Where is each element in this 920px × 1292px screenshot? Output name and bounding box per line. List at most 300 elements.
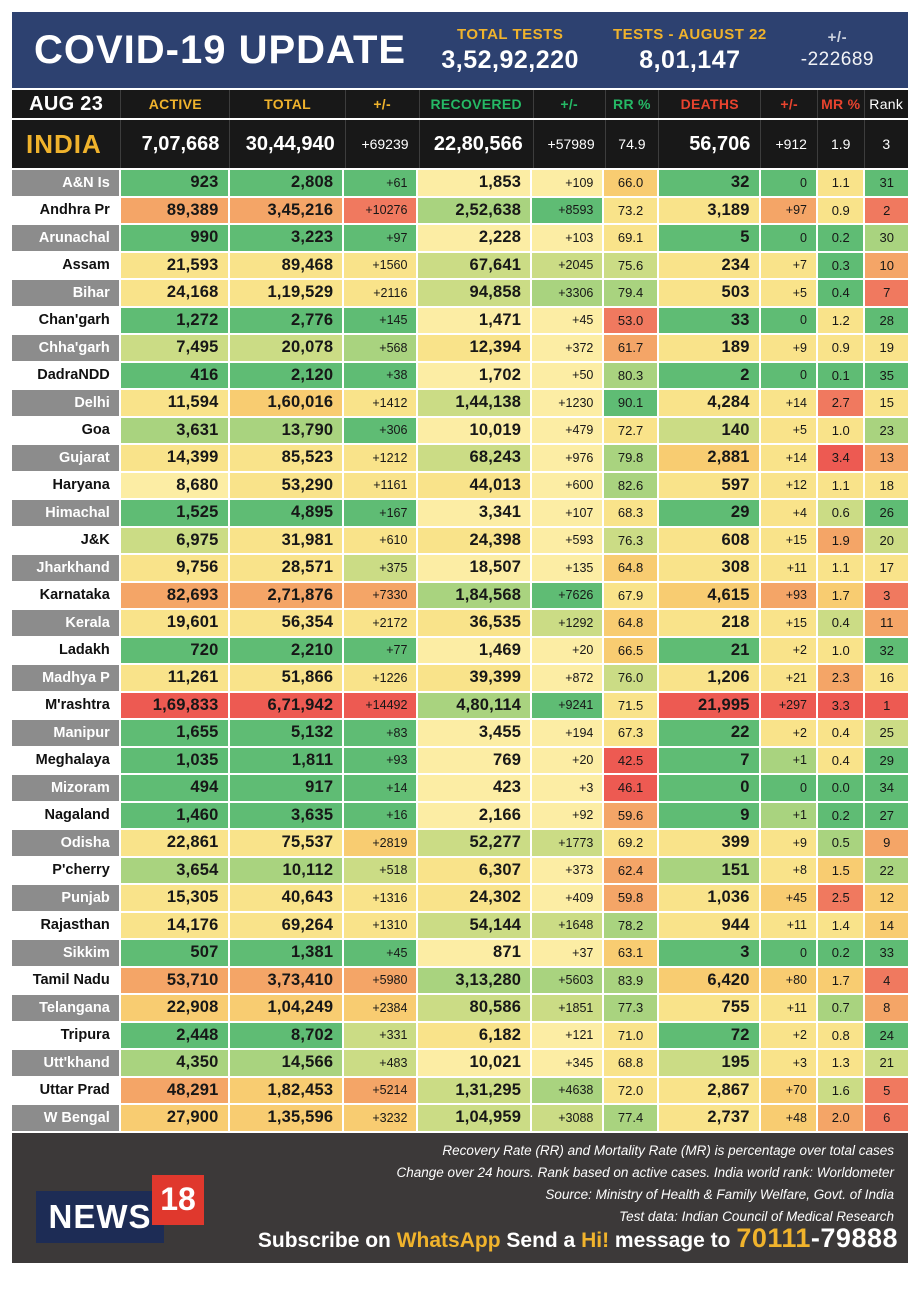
cell-recovered: 18,507 <box>418 555 530 581</box>
cell-total-change: +1161 <box>344 473 416 499</box>
cell-deaths-change: +12 <box>761 473 816 499</box>
cell-deaths-change: +8 <box>761 858 816 884</box>
cell-recovered-change: +1230 <box>532 390 602 416</box>
cell-total: 20,078 <box>230 335 343 361</box>
cell-deaths: 597 <box>659 473 759 499</box>
table-row-j-k <box>12 528 908 554</box>
table-row-andhra-pr <box>12 198 908 224</box>
column-header-active: ACTIVE <box>121 90 230 118</box>
cell-recovered: 1,31,295 <box>418 1078 530 1104</box>
cell-total: 14,566 <box>230 1050 343 1076</box>
state-label: J&K <box>12 528 119 554</box>
cell-recovered: 4,80,114 <box>418 693 530 719</box>
cell-mr: 3.4 <box>818 445 863 471</box>
cell-total-change: +14492 <box>344 693 416 719</box>
cell-total: 1,60,016 <box>230 390 343 416</box>
cell-mr: 1.0 <box>818 418 863 444</box>
cell-total-change: +97 <box>344 225 416 251</box>
cell-mr: 1.7 <box>818 968 863 994</box>
cell-recovered-change: +3 <box>532 775 602 801</box>
cell-total: 1,82,453 <box>230 1078 343 1104</box>
cell-active: 9,756 <box>121 555 228 581</box>
subscribe-prefix: Subscribe on <box>257 1228 397 1252</box>
cell-deaths-change: +45 <box>761 885 816 911</box>
whatsapp-label: WhatsApp <box>396 1228 501 1252</box>
cell-mr: 2.3 <box>818 665 863 691</box>
cell-mr: 1.7 <box>818 583 863 609</box>
cell-active: 3,654 <box>121 858 228 884</box>
cell-deaths-change: +15 <box>761 610 816 636</box>
cell-rr: 82.6 <box>604 473 656 499</box>
cell-deaths-change: +21 <box>761 665 816 691</box>
daily-tests-label: TESTS - AUGUST 22 <box>612 25 767 43</box>
cell-recovered-change: +92 <box>532 803 602 829</box>
column-header-deaths-change: +/- <box>761 90 818 118</box>
cell-recovered-change: +37 <box>532 940 602 966</box>
cell-recovered: 2,166 <box>418 803 530 829</box>
cell-mr: 2.7 <box>818 390 863 416</box>
table-row-nagaland <box>12 803 908 829</box>
cell-recovered: 6,307 <box>418 858 530 884</box>
table-row-madhya-p <box>12 665 908 691</box>
cell-rr: 68.3 <box>604 500 656 526</box>
cell-deaths-change: +4 <box>761 500 816 526</box>
cell-total-change: +375 <box>344 555 416 581</box>
cell-rank: 20 <box>865 528 908 554</box>
cell-rr: 59.6 <box>604 803 656 829</box>
cell-recovered: 2,228 <box>418 225 530 251</box>
cell-recovered: 1,44,138 <box>418 390 530 416</box>
cell-total: 1,04,249 <box>230 995 343 1021</box>
table-row-jharkhand <box>12 555 908 581</box>
cell-recovered: 24,398 <box>418 528 530 554</box>
cell-mr: 0.3 <box>818 253 863 279</box>
cell-recovered: 1,04,959 <box>418 1105 530 1131</box>
cell-rank: 28 <box>865 308 908 334</box>
cell-rank: 17 <box>865 555 908 581</box>
covid-infographic <box>12 12 908 1263</box>
table-row-kerala <box>12 610 908 636</box>
daily-tests-value: 8,01,147 <box>639 45 741 74</box>
state-label: Andhra Pr <box>12 198 119 224</box>
cell-recovered-change: +345 <box>532 1050 602 1076</box>
india-total-row <box>12 120 908 168</box>
cell-mr: 0.4 <box>818 610 863 636</box>
cell-total-change: +7330 <box>344 583 416 609</box>
cell-rank: 21 <box>865 1050 908 1076</box>
cell-deaths-change: +3 <box>761 1050 816 1076</box>
state-label: Kerala <box>12 610 119 636</box>
cell-recovered-change: +20 <box>532 638 602 664</box>
cell-rr: 71.0 <box>604 1023 656 1049</box>
cell-recovered: 44,013 <box>418 473 530 499</box>
cell-deaths: 308 <box>659 555 759 581</box>
india-label: INDIA <box>12 120 121 168</box>
total-tests-label: TOTAL TESTS <box>456 25 564 43</box>
cell-rr: 76.3 <box>604 528 656 554</box>
cell-mr: 1.0 <box>818 638 863 664</box>
cell-rr: 69.2 <box>604 830 656 856</box>
cell-recovered: 80,586 <box>418 995 530 1021</box>
cell-total: 10,112 <box>230 858 343 884</box>
cell-rr: 66.0 <box>604 170 656 196</box>
cell-total-change: +1412 <box>344 390 416 416</box>
cell-deaths: 2 <box>659 363 759 389</box>
cell-total: 2,210 <box>230 638 343 664</box>
cell-rr: 78.2 <box>604 913 656 939</box>
cell-recovered-change: +976 <box>532 445 602 471</box>
cell-recovered: 54,144 <box>418 913 530 939</box>
india-active: 7,07,668 <box>121 120 230 168</box>
cell-total: 6,71,942 <box>230 693 343 719</box>
cell-recovered-change: +5603 <box>532 968 602 994</box>
cell-mr: 0.1 <box>818 363 863 389</box>
cell-total-change: +2116 <box>344 280 416 306</box>
cell-active: 21,593 <box>121 253 228 279</box>
cell-rr: 66.5 <box>604 638 656 664</box>
state-label: P'cherry <box>12 858 119 884</box>
cell-mr: 0.7 <box>818 995 863 1021</box>
cell-total: 56,354 <box>230 610 343 636</box>
state-label: A&N Is <box>12 170 119 196</box>
india-rr: 74.9 <box>606 120 660 168</box>
cell-active: 990 <box>121 225 228 251</box>
cell-deaths: 33 <box>659 308 759 334</box>
cell-total-change: +306 <box>344 418 416 444</box>
table-row-sikkim <box>12 940 908 966</box>
column-header-mr: MR % <box>818 90 865 118</box>
cell-deaths-change: +15 <box>761 528 816 554</box>
cell-total: 89,468 <box>230 253 343 279</box>
cell-mr: 0.5 <box>818 830 863 856</box>
cell-rank: 7 <box>865 280 908 306</box>
cell-recovered: 12,394 <box>418 335 530 361</box>
cell-deaths-change: +5 <box>761 418 816 444</box>
cell-deaths-change: +9 <box>761 830 816 856</box>
cell-rr: 64.8 <box>604 610 656 636</box>
cell-rr: 76.0 <box>604 665 656 691</box>
cell-total: 75,537 <box>230 830 343 856</box>
cell-rr: 64.8 <box>604 555 656 581</box>
cell-recovered: 769 <box>418 748 530 774</box>
cell-rank: 32 <box>865 638 908 664</box>
table-row-manipur <box>12 720 908 746</box>
cell-recovered-change: +409 <box>532 885 602 911</box>
column-header-total-change: +/- <box>346 90 420 118</box>
cell-total-change: +2172 <box>344 610 416 636</box>
state-label: Manipur <box>12 720 119 746</box>
cell-active: 27,900 <box>121 1105 228 1131</box>
cell-recovered-change: +600 <box>532 473 602 499</box>
cell-mr: 0.0 <box>818 775 863 801</box>
cell-mr: 0.4 <box>818 748 863 774</box>
state-label: DadraNDD <box>12 363 119 389</box>
cell-deaths: 72 <box>659 1023 759 1049</box>
cell-total: 13,790 <box>230 418 343 444</box>
cell-rank: 35 <box>865 363 908 389</box>
header-banner <box>12 12 908 88</box>
table-row-telangana <box>12 995 908 1021</box>
cell-total: 917 <box>230 775 343 801</box>
table-row-meghalaya <box>12 748 908 774</box>
cell-active: 53,710 <box>121 968 228 994</box>
india-deaths-change: +912 <box>761 120 818 168</box>
state-label: Karnataka <box>12 583 119 609</box>
cell-total-change: +2384 <box>344 995 416 1021</box>
cell-deaths-change: +2 <box>761 1023 816 1049</box>
cell-mr: 0.2 <box>818 225 863 251</box>
india-rank: 3 <box>882 136 891 152</box>
cell-deaths-change: +11 <box>761 555 816 581</box>
cell-total-change: +610 <box>344 528 416 554</box>
cell-active: 14,399 <box>121 445 228 471</box>
cell-active: 11,594 <box>121 390 228 416</box>
state-label: Telangana <box>12 995 119 1021</box>
cell-deaths-change: +1 <box>761 748 816 774</box>
cell-recovered-change: +1648 <box>532 913 602 939</box>
cell-total-change: +93 <box>344 748 416 774</box>
state-label: Odisha <box>12 830 119 856</box>
cell-recovered-change: +372 <box>532 335 602 361</box>
cell-deaths: 195 <box>659 1050 759 1076</box>
cell-recovered-change: +2045 <box>532 253 602 279</box>
cell-deaths: 29 <box>659 500 759 526</box>
cell-total-change: +1226 <box>344 665 416 691</box>
table-row-uttar-prad <box>12 1078 908 1104</box>
state-label: Bihar <box>12 280 119 306</box>
cell-rr: 69.1 <box>604 225 656 251</box>
cell-active: 494 <box>121 775 228 801</box>
table-row-delhi <box>12 390 908 416</box>
cell-deaths-change: +14 <box>761 390 816 416</box>
cell-mr: 0.8 <box>818 1023 863 1049</box>
cell-total-change: +145 <box>344 308 416 334</box>
cell-total: 3,45,216 <box>230 198 343 224</box>
cell-deaths: 6,420 <box>659 968 759 994</box>
cell-recovered-change: +3088 <box>532 1105 602 1131</box>
cell-deaths: 218 <box>659 610 759 636</box>
cell-deaths-change: 0 <box>761 940 816 966</box>
cell-total: 3,73,410 <box>230 968 343 994</box>
cell-rank: 10 <box>865 253 908 279</box>
cell-mr: 1.9 <box>818 528 863 554</box>
cell-rank: 26 <box>865 500 908 526</box>
cell-active: 15,305 <box>121 885 228 911</box>
cell-recovered-change: +1292 <box>532 610 602 636</box>
daily-tests-stat <box>613 26 767 75</box>
cell-deaths: 234 <box>659 253 759 279</box>
cell-deaths: 2,881 <box>659 445 759 471</box>
cell-active: 6,975 <box>121 528 228 554</box>
cell-active: 8,680 <box>121 473 228 499</box>
cell-rr: 59.8 <box>604 885 656 911</box>
state-label: W Bengal <box>12 1105 119 1131</box>
state-label: Sikkim <box>12 940 119 966</box>
state-label: M'rashtra <box>12 693 119 719</box>
cell-mr: 0.9 <box>818 335 863 361</box>
column-header-total: TOTAL <box>230 90 345 118</box>
cell-total: 2,120 <box>230 363 343 389</box>
cell-recovered-change: +103 <box>532 225 602 251</box>
cell-recovered: 3,13,280 <box>418 968 530 994</box>
cell-rank: 19 <box>865 335 908 361</box>
cell-rank: 25 <box>865 720 908 746</box>
cell-mr: 0.2 <box>818 940 863 966</box>
cell-rr: 80.3 <box>604 363 656 389</box>
cell-recovered-change: +872 <box>532 665 602 691</box>
cell-deaths-change: +11 <box>761 913 816 939</box>
table-row-mizoram <box>12 775 908 801</box>
cell-deaths-change: +2 <box>761 638 816 664</box>
column-header-deaths: DEATHS <box>659 90 761 118</box>
column-header-row <box>12 90 908 118</box>
cell-rr: 67.9 <box>604 583 656 609</box>
cell-rank: 3 <box>865 583 908 609</box>
footnote-line: Recovery Rate (RR) and Mortality Rate (MR) is percentage over total cases <box>442 1142 894 1158</box>
cell-recovered: 1,469 <box>418 638 530 664</box>
cell-deaths-change: +5 <box>761 280 816 306</box>
state-label: Uttar Prad <box>12 1078 119 1104</box>
cell-rr: 79.8 <box>604 445 656 471</box>
cell-active: 14,176 <box>121 913 228 939</box>
cell-rr: 62.4 <box>604 858 656 884</box>
cell-deaths-change: 0 <box>761 170 816 196</box>
cell-recovered: 67,641 <box>418 253 530 279</box>
cell-rr: 53.0 <box>604 308 656 334</box>
cell-active: 7,495 <box>121 335 228 361</box>
cell-deaths: 9 <box>659 803 759 829</box>
column-header-recovered: RECOVERED <box>420 90 534 118</box>
cell-rr: 79.4 <box>604 280 656 306</box>
cell-total: 3,223 <box>230 225 343 251</box>
cell-deaths-change: +1 <box>761 803 816 829</box>
cell-recovered-change: +373 <box>532 858 602 884</box>
cell-total: 1,811 <box>230 748 343 774</box>
cell-deaths: 2,737 <box>659 1105 759 1131</box>
cell-recovered-change: +3306 <box>532 280 602 306</box>
cell-recovered-change: +9241 <box>532 693 602 719</box>
cell-recovered: 24,302 <box>418 885 530 911</box>
cell-deaths: 151 <box>659 858 759 884</box>
cell-recovered-change: +50 <box>532 363 602 389</box>
cell-total-change: +2819 <box>344 830 416 856</box>
table-row-dadrandd <box>12 363 908 389</box>
table-row-chha-garh <box>12 335 908 361</box>
cell-mr: 1.6 <box>818 1078 863 1104</box>
cell-total: 51,866 <box>230 665 343 691</box>
cell-deaths: 3 <box>659 940 759 966</box>
india-total: 30,44,940 <box>230 120 345 168</box>
cell-deaths: 2,867 <box>659 1078 759 1104</box>
cell-mr: 1.2 <box>818 308 863 334</box>
cell-rank: 18 <box>865 473 908 499</box>
cell-rank: 15 <box>865 390 908 416</box>
cell-rr: 72.7 <box>604 418 656 444</box>
news18-logo-number: 18 <box>152 1175 204 1225</box>
cell-rank: 16 <box>865 665 908 691</box>
cell-recovered-change: +109 <box>532 170 602 196</box>
cell-rr: 46.1 <box>604 775 656 801</box>
state-label: Madhya P <box>12 665 119 691</box>
cell-active: 1,69,833 <box>121 693 228 719</box>
cell-total: 8,702 <box>230 1023 343 1049</box>
cell-total: 4,895 <box>230 500 343 526</box>
cell-total-change: +1212 <box>344 445 416 471</box>
cell-active: 2,448 <box>121 1023 228 1049</box>
table-row-odisha <box>12 830 908 856</box>
table-row-tripura <box>12 1023 908 1049</box>
cell-active: 507 <box>121 940 228 966</box>
table-row-ladakh <box>12 638 908 664</box>
cell-rr: 67.3 <box>604 720 656 746</box>
state-label: Haryana <box>12 473 119 499</box>
cell-rr: 71.5 <box>604 693 656 719</box>
cell-recovered: 423 <box>418 775 530 801</box>
cell-deaths: 1,206 <box>659 665 759 691</box>
state-label: Rajasthan <box>12 913 119 939</box>
cell-recovered: 10,019 <box>418 418 530 444</box>
cell-deaths-change: 0 <box>761 225 816 251</box>
cell-deaths-change: +48 <box>761 1105 816 1131</box>
cell-deaths: 944 <box>659 913 759 939</box>
cell-recovered-change: +194 <box>532 720 602 746</box>
subscribe-mid: Send a <box>500 1228 582 1252</box>
cell-active: 1,655 <box>121 720 228 746</box>
cell-rr: 72.0 <box>604 1078 656 1104</box>
cell-total-change: +16 <box>344 803 416 829</box>
cell-deaths: 140 <box>659 418 759 444</box>
table-row-goa <box>12 418 908 444</box>
cell-active: 1,272 <box>121 308 228 334</box>
cell-deaths: 21,995 <box>659 693 759 719</box>
phone-number-white: -79888 <box>810 1222 898 1253</box>
cell-deaths: 3,189 <box>659 198 759 224</box>
cell-rr: 77.3 <box>604 995 656 1021</box>
cell-active: 3,631 <box>121 418 228 444</box>
cell-total-change: +38 <box>344 363 416 389</box>
cell-total: 3,635 <box>230 803 343 829</box>
state-rows <box>12 170 908 1131</box>
cell-deaths-change: 0 <box>761 775 816 801</box>
cell-rank: 4 <box>865 968 908 994</box>
cell-rank: 33 <box>865 940 908 966</box>
cell-rr: 83.9 <box>604 968 656 994</box>
footnote-line: Source: Ministry of Health & Family Welfare, Govt. of India <box>545 1186 894 1202</box>
cell-rank: 5 <box>865 1078 908 1104</box>
cell-mr: 3.3 <box>818 693 863 719</box>
cell-total: 53,290 <box>230 473 343 499</box>
cell-deaths-change: +7 <box>761 253 816 279</box>
table-row-utt-khand <box>12 1050 908 1076</box>
cell-active: 1,525 <box>121 500 228 526</box>
cell-recovered-change: +45 <box>532 308 602 334</box>
table-row-tamil-nadu <box>12 968 908 994</box>
state-label: Tripura <box>12 1023 119 1049</box>
cell-deaths: 1,036 <box>659 885 759 911</box>
cell-total-change: +61 <box>344 170 416 196</box>
state-label: Arunachal <box>12 225 119 251</box>
cell-rank: 8 <box>865 995 908 1021</box>
footnotes <box>396 1140 894 1228</box>
cell-total-change: +83 <box>344 720 416 746</box>
state-label: Assam <box>12 253 119 279</box>
state-label: Jharkhand <box>12 555 119 581</box>
cell-mr: 1.1 <box>818 473 863 499</box>
cell-total-change: +483 <box>344 1050 416 1076</box>
cell-total: 5,132 <box>230 720 343 746</box>
cell-deaths-change: +70 <box>761 1078 816 1104</box>
cell-mr: 0.9 <box>818 198 863 224</box>
